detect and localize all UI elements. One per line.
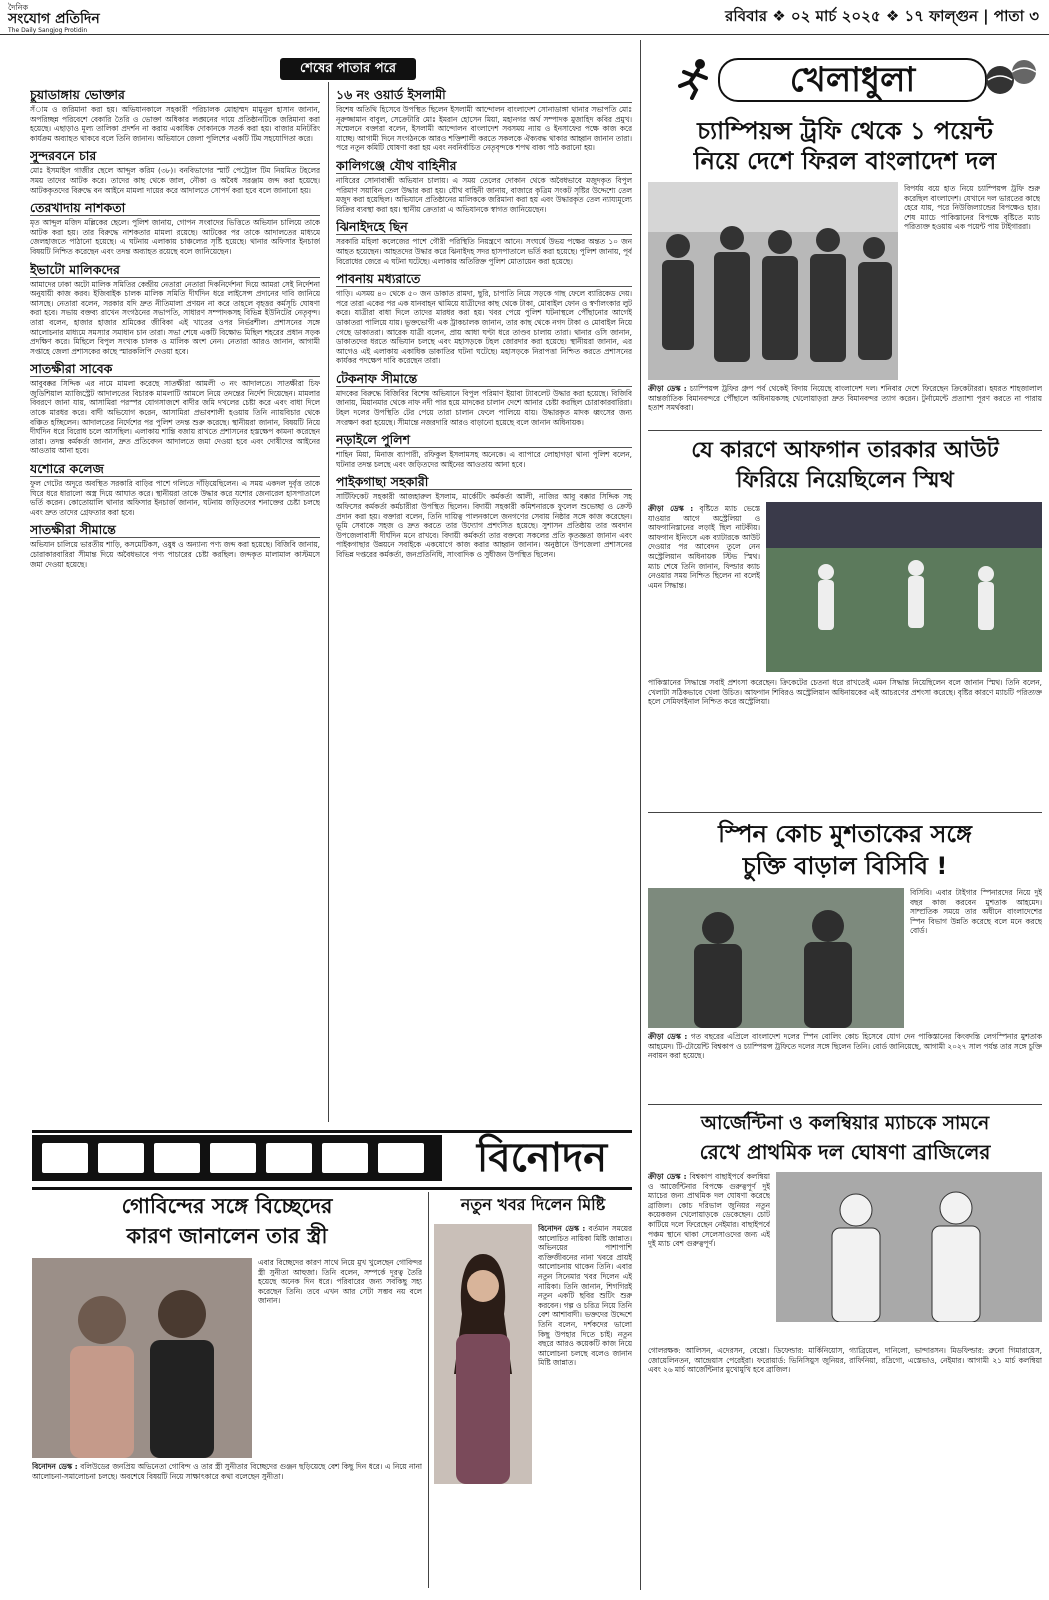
article-divider xyxy=(648,1104,1042,1105)
team-arrival-photo xyxy=(648,182,898,380)
story-body: আমাদের ঢাকা অটো মালিক সমিতির কেন্দ্রীয় নেতারা নেতারা দিকনির্দেশনা দিয়ে আমরা সেই নির্দেশনা অনুযায়ী কাজ করব। ইজিবাইক চালক মালিক সমিতি দীর্ঘদিন ধরে লাইসেন্স প্রদানের দাবি জানিয়ে আসছে। নেতারা বলেন, সরকার যদি দ্রুত নীতিমালা প্রণয়ন না করে তাহলে বৃহত্তর কর্মসূচি ঘোষণা করা হবে। সভায় বক্তব্য রাখেন সংগঠনের সভাপতি, সাধারণ সম্পাদকসহ বিভিন্ন ইউনিটের নেতৃবৃন্দ। তারা বলেন, হাজার হাজার শ্রমিকের জীবিকা এই খাতের ওপর নির্ভরশীল। প্রশাসনের সঙ্গে আলোচনার মাধ্যমে সমস্যার সমাধান চান তারা। সভা শেষে একটি বিক্ষোভ মিছিল শহরের প্রধান সড়ক প্রদক্ষিণ করে। মিছিলে বিপুল সংখ্যক চালক ও মালিক অংশ নেন। নেতারা আরও জানান, আগামী সপ্তাহে জেলা প্রশাসকের কাছে স্মারকলিপি দেওয়া হবে। xyxy=(30,279,320,356)
story-body: সার্টিফিকেট সহকারী আজহারুল ইসলাম, মার্কেটিং কর্মকর্তা আলী, নাজির আবু বক্কার সিদ্দিক সহ অফিসের কর্মকর্তা কর্মচারীরা উপস্থিত ছিলেন। বিদায়ী সহকারী কমিশনারকে ফুলেল শুভেচ্ছা ও ক্রেস্ট প্রদান করা হয়। বক্তারা বলেন, তিনি দায়িত্ব পালনকালে জনগণের সেবায় নিষ্ঠার সঙ্গে কাজ করেছেন। ভূমি সেবাকে সহজ ও দ্রুত করতে তার উদ্যোগ প্রশংসিত হয়েছে। সুশাসন প্রতিষ্ঠায় তার অবদান উপজেলাবাসী দীর্ঘদিন মনে রাখবে। বিদায়ী কর্মকর্তা তার বক্তব্যে সকলের প্রতি কৃতজ্ঞতা জানান এবং পাইকগাছার উন্নয়নে সবাইকে একযোগে কাজ করার আহ্বান জানান। অনুষ্ঠানে উপজেলা প্রশাসনের বিভিন্ন দপ্তরের কর্মকর্তা, জনপ্রতিনিধি, সাংবাদিক ও সুধীজন উপস্থিত ছিলেন। xyxy=(336,492,632,559)
story-title: সাতক্ষীরা সীমান্তে xyxy=(30,523,320,538)
story-body: মাদকের বিরুদ্ধে বিজিবির বিশেষ অভিযানে বিপুল পরিমাণ ইয়াবা ট্যাবলেট উদ্ধার করা হয়েছে। বিজিবি জানায়, মিয়ানমার থেকে নাফ নদী পার হয়ে মাদকের চালান দেশে আনার চেষ্টা করছিল চোরাকারবারিরা। টহল দলের উপস্থিতি টের পেয়ে তারা চালান ফেলে পালিয়ে যায়। উদ্ধারকৃত মাদক ধ্বংসের জন্য সংরক্ষণ করা হয়েছে। সীমান্তে নজরদারি আরও বাড়ানো হয়েছে বলে জানান অধিনায়ক। xyxy=(336,388,632,427)
story-title: নড়াইলে পুলিশ xyxy=(336,433,632,448)
headline: নতুন খবর দিলেন মিষ্টি xyxy=(460,1195,606,1214)
story-title: যশোরে কলেজ xyxy=(30,462,320,477)
byline: বিনোদন ডেস্ক : xyxy=(32,1462,78,1471)
headline: আর্জেন্টিনা ও কলম্বিয়ার ম্যাচকে সামনে xyxy=(700,1113,990,1134)
article-body: গত বছরের এপ্রিলে বাংলাদেশ দলের স্পিন বোলিং কোচ হিসেবে যোগ দেন পাকিস্তানের কিংবদন্তি লেগস্পিনার মুশতাক আহমেদ। টি-টোয়েন্টি বিশ্বকাপ ও চ্যাম্পিয়ন্স ট্রফিতে দলের সঙ্গে ছিলেন তিনি। বোর্ড জানিয়েছে, আগামী ২০২৭ সাল পর্যন্ত তার সঙ্গে চুক্তি নবায়ন করা হয়েছে। xyxy=(648,1032,1042,1061)
column-divider xyxy=(428,1192,429,1588)
headline: কারণ জানালেন তার স্ত্রী xyxy=(126,1224,328,1248)
story-title: কালিগঞ্জে যৌথ বাহিনীর xyxy=(336,159,632,174)
dateline: রবিবার ❖ ০২ মার্চ ২০২৫ ❖ ১৭ ফাল্গুন | পাতা ৩ xyxy=(725,7,1039,25)
runner-icon xyxy=(672,56,716,100)
section-divider xyxy=(640,40,641,1590)
sports-section-title xyxy=(672,50,1040,110)
article-text xyxy=(648,384,1042,424)
story-title: পাইকগাছা সহকারী xyxy=(336,475,632,490)
article-text xyxy=(538,1224,632,1588)
article-divider xyxy=(648,430,1042,431)
headline: নিয়ে দেশে ফিরল বাংলাদেশ দল xyxy=(693,147,997,175)
football-players-photo xyxy=(776,1172,1042,1322)
story-body: ফুল গেটের অদূরে অবস্থিত সরকারি বাড়ির পাশে গলিতে দাঁড়িয়েছিলেন। এ সময় একদল দুর্বৃত্ত তাকে ঘিরে ধরে ধারালো অস্ত্র দিয়ে আঘাত করে। স্থানীয়রা তাকে উদ্ধার করে যশোর জেনারেল হাসপাতালে ভর্তি করেন। কোতোয়ালি থানার অফিসার ইনচার্জ জানান, ঘটনায় জড়িতদের শনাক্তের চেষ্টা চলছে এবং দ্রুত তাদের গ্রেফতার করা হবে। xyxy=(30,479,320,517)
article-body: বর্তমান সময়ের আলোচিত নায়িকা মিষ্টি জান্নাত। অভিনয়ের পাশাপাশি ব্যক্তিজীবনের নানা খবরে প্রায়ই আলোচনায় থাকেন তিনি। এবার নতুন সিনেমার খবর দিলেন এই নায়িকা। তিনি জানান, শিগগিরই নতুন একটি ছবির শুটিং শুরু করবেন। গল্প ও চরিত্র নিয়ে তিনি বেশ আশাবাদী। ভক্তদের উদ্দেশে তিনি বলেন, দর্শকদের ভালো কিছু উপহার দিতে চাই। নতুন বছরে আরও কয়েকটি কাজ নিয়ে আলোচনা চলছে বলেও জানান মিষ্টি জান্নাত। xyxy=(538,1224,632,1368)
story-body: নাযিরের সোনাবান্ধী অভিযান চালায়। এ সময় তেলের দোকান থেকে অবৈধভাবে মজুদকৃত বিপুল পরিমাণ সয়াবিন তেল উদ্ধার করা হয়। যৌথ বাহিনী জানায়, বাজারে কৃত্রিম সংকট সৃষ্টির উদ্দেশ্যে তেল মজুদ করা হয়েছিল। অভিযানে প্রতিষ্ঠানের মালিককে জরিমানা করা হয় এবং উদ্ধারকৃত তেল ন্যায্যমূল্যে বিক্রির ব্যবস্থা করা হয়। স্থানীয় ক্রেতারা এ অভিযানকে স্বাগত জানিয়েছেন। xyxy=(336,175,632,214)
article-body: চ্যাম্পিয়ন্স ট্রফির গ্রুপ পর্ব থেকেই বিদায় নিয়েছে বাংলাদেশ দল। শনিবার দেশে ফিরেছেন ক্রিকেটাররা। হযরত শাহজালাল আন্তর্জাতিক বিমানবন্দরে পৌঁছালে অধিনায়কসহ খেলোয়াড়রা দ্রুত বিমানবন্দর ত্যাগ করেন। টুর্নামেন্টে প্রত্যাশা পূরণ করতে না পারায় হতাশ সমর্থকরা। xyxy=(648,384,1042,413)
film-strip-graphic xyxy=(32,1135,442,1181)
article-text: বিপর্যয় বয়ে হাত নিয়ে চ্যাম্পিয়ন্স ট্রফি শুরু করেছিল বাংলাদেশ। যেখানে দল ভারতের কাছে হেরে যায়, পরে নিউজিল্যান্ডের বিপক্ষেও হার। শেষ ম্যাচে পাকিস্তানের বিপক্ষে বৃষ্টিতে ম্যাচ পরিত্যক্ত হওয়ায় এক পয়েন্ট পায় টাইগাররা। xyxy=(904,184,1040,232)
story-body: শাহিন মিয়া, মিনাজ ব্যাপারী, রফিকুল ইসলামসহ অনেকে। এ ব্যাপারে লোহাগড়া থানা পুলিশ বলেন, ঘটনার তদন্ত চলছে এবং জড়িতদের আইনের আওতায় আনা হবে। xyxy=(336,450,632,469)
story-body: আবুবক্কর সিদ্দিক এর নামে মামলা করেছে সাতক্ষীরা আমলী ৩ নং আদালতে। সাতক্ষীরা চিফ জুডিশিয়াল ম্যাজিস্ট্রেট আদালতের বিচারক মামলাটি আমলে নিয়ে তদন্তের নির্দেশ দিয়েছেন। মামলার বিবরণে জানা যায়, আসামিরা পরস্পর যোগসাজশে বাদীর জমি দখলের চেষ্টা করে এবং বাধা দিলে তাকে মারধর করে। বাদী অভিযোগ করেন, আসামিরা প্রভাবশালী হওয়ায় তিনি ন্যায়বিচার থেকে বঞ্চিত হচ্ছিলেন। আদালতের নির্দেশের পর পুলিশ তদন্ত শুরু করেছে। স্থানীয়রা জানান, বিষয়টি নিয়ে দীর্ঘদিন ধরে বিরোধ চলে আসছিল। এলাকায় শান্তি বজায় রাখতে প্রশাসনের হস্তক্ষেপ কামনা করেছেন তারা। তদন্ত কর্মকর্তা জানান, দ্রুত প্রতিবেদন আদালতে জমা দেওয়া হবে এবং দোষীদের আইনের আওতায় আনা হবে। xyxy=(30,379,320,456)
byline: ক্রীড়া ডেস্ক : xyxy=(648,1032,688,1041)
logo-top: দৈনিক xyxy=(8,3,29,12)
article-divider xyxy=(648,812,1042,813)
article-text: এবার বিচ্ছেদের কারণ সাথে নিয়ে মুখ খুলেছেন গোবিন্দর স্ত্রী সুনীতা আহুজা। তিনি বলেন, সম্পর্কে দূরত্ব তৈরি হয়েছে অনেক দিন ধরে। পরিবারের জন্য সবকিছু সহ্য করেছেন তিনি। তবে এখন আর সেটা সম্ভব নয় বলে জানান। xyxy=(258,1258,422,1306)
left-column xyxy=(30,82,320,1122)
logo-main: সংযোগ প্রতিদিন xyxy=(8,11,100,27)
entertainment-band xyxy=(32,1130,632,1190)
sports-title-text: খেলাধুলা xyxy=(718,58,987,102)
story-body: মৃত আব্দুল মজিদ মল্লিকের ছেলে। পুলিশ জানায়, গোপন সংবাদের ভিত্তিতে অভিযান চালিয়ে তাকে আটক করা হয়। তার বিরুদ্ধে নাশকতার মামলা রয়েছে। আটকের পর তাকে আদালতের মাধ্যমে জেলহাজতে পাঠানো হয়েছে। এ ঘটনায় এলাকায় চাঞ্চল্যের সৃষ্টি হয়েছে। থানার অফিসার ইনচার্জ বিষয়টি নিশ্চিত করেছেন এবং তদন্ত অব্যাহত রয়েছে বলে জানিয়েছেন। xyxy=(30,218,320,256)
story-body: গাড়ি। এসময় ৪০ থেকে ৫০ জন ডাকাত রামদা, ছুরি, চাপাতি নিয়ে সড়কে গাছ ফেলে ব্যারিকেড দেয়। পরে তারা একের পর এক যানবাহন থামিয়ে যাত্রীদের কাছ থেকে টাকা, মোবাইল ফোন ও স্বর্ণালংকার লুট করে। যাত্রীরা বাধা দিলে তাদের মারধর করা হয়। খবর পেয়ে পুলিশ ঘটনাস্থলে পৌঁছানোর আগেই ডাকাতরা পালিয়ে যায়। ভুক্তভোগী এক ট্রাকচালক জানান, তার কাছ থেকে নগদ টাকা ও মোবাইল নিয়ে গেছে ডাকাতরা। আরেক যাত্রী বলেন, প্রায় আধা ঘণ্টা ধরে তাণ্ডব চালায় তারা। থানার ওসি জানান, ডাকাতদের ধরতে অভিযান চলছে এবং মহাসড়কে টহল জোরদার করা হয়েছে। স্থানীয়রা জানান, এর আগেও এই এলাকায় একাধিক ডাকাতির ঘটনা ঘটেছে। মহাসড়কে নিরাপত্তা নিশ্চিত করতে প্রশাসনের কার্যকর পদক্ষেপ দাবি করেছেন তারা। xyxy=(336,289,632,366)
headline: যে কারণে আফগান তারকার আউট xyxy=(691,438,999,463)
article-body: বলিউডের জনপ্রিয় অভিনেতা গোবিন্দ ও তার স্ত্রী সুনীতার বিচ্ছেদের গুঞ্জন ছড়িয়েছে বেশ কিছু দিন ধরে। এ নিয়ে নানা আলোচনা-সমালোচনা চলছে। অবশেষে বিষয়টি নিয়ে সাক্ষাৎকারে কথা বলেছেন সুনীতা। xyxy=(32,1462,422,1481)
story-body: বিশেষ অতিথি হিসেবে উপস্থিত ছিলেন ইসলামী আন্দোলন বাংলাদেশ সোনাডাঙ্গা থানার সভাপতি মোঃ নূরুজ্জামান বাবুল, সেক্রেটারি মোঃ ইমরান হোসেন মিয়া, মহানগর অর্থ সম্পাদক মুজাহিদ কবির প্রমুখ। সম্মেলনে বক্তারা বলেন, ইসলামী আন্দোলন বাংলাদেশ সবসময় ন্যায় ও ইনসাফের পক্ষে কাজ করে যাচ্ছে। আগামী দিনে সংগঠনকে আরও শক্তিশালী করতে সকলকে ঐক্যবদ্ধ থাকার আহ্বান জানান তারা। পরে নতুন কমিটি ঘোষণা করা হয় এবং নবনির্বাচিত নেতৃবৃন্দকে শপথ বাক্য পাঠ করানো হয়। xyxy=(336,105,632,153)
story-title: পাবনায় মধ্যরাতে xyxy=(336,272,632,287)
byline: ক্রীড়া ডেস্ক : xyxy=(648,1172,687,1181)
column-divider xyxy=(328,82,329,1122)
story-body: সঁাম ও জরিমানা করা হয়। অভিযানকালে সহকারী পরিচালক মোহাম্মদ মামুনুল হাসান জানান, অপরিচ্ছন্ন পরিবেশে বেকারি তৈরি ও ভোক্তা অধিকার লঙ্ঘনের দায়ে প্রতিষ্ঠানটিকে জরিমানা করা হয়েছে। এছাড়াও মূল্য তালিকা প্রদর্শন না করায় একাধিক দোকানকে সতর্ক করা হয়। বাজার মনিটরিং কার্যক্রম অব্যাহত থাকবে বলে তিনি জানান। অভিযানে জেলা পুলিশের একটি টিম সহযোগিতা করে। xyxy=(30,105,320,143)
story-title: তেরখাদায় নাশকতা xyxy=(30,201,320,216)
headline: চ্যাম্পিয়ন্স ট্রফি থেকে ১ পয়েন্ট xyxy=(697,117,993,145)
newspaper-logo xyxy=(8,3,178,34)
story-title: ঝিনাইদহে ছিন xyxy=(336,220,632,235)
article-body: পাকিস্তানের সিদ্ধান্তে সবাই প্রশংসা করেছেন। ক্রিকেটের চেতনা ধরে রাখতেই এমন সিদ্ধান্ত নিয়েছিলেন বলে জানান স্মিথ। তিনি বলেন, খেলাটা সঠিকভাবে খেলা উচিত। আফগান শিবিরও অস্ট্রেলিয়ান অধিনায়কের এই আচরণের প্রশংসা করেছে। বৃষ্টির কারণে ম্যাচটি পরিত্যক্ত হলে সেমিফাইনাল নিশ্চিত করে অস্ট্রেলিয়া। xyxy=(648,678,1042,707)
headline: চুক্তি বাড়াল বিসিবি ! xyxy=(742,852,948,880)
cricket-match-photo xyxy=(766,502,1042,672)
article-text xyxy=(648,1032,1042,1100)
continued-band: শেষের পাতার পরে xyxy=(280,58,416,80)
byline: ক্রীড়া ডেস্ক : xyxy=(648,384,687,393)
article-body: বৃষ্টিতে ম্যাচ ভেস্তে যাওয়ার আগে অস্ট্রেলিয়া ও আফগানিস্তানের লড়াই ছিল নাটকীয়। আফগান ইনিংসে এক ব্যাটারকে আউট দেওয়ার পর আবেদন তুলে নেন অস্ট্রেলিয়ান অধিনায়ক স্টিভ স্মিথ। ম্যাচ শেষে তিনি জানান, ফিল্ডার ক্যাচ নেওয়ার সময় নিশ্চিত ছিলেন না বলেই এমন সিদ্ধান্ত। xyxy=(648,504,760,590)
actress-photo xyxy=(434,1224,532,1484)
story-title: চুয়াডাঙ্গায় ভোক্তার xyxy=(30,88,320,103)
byline: বিনোদন ডেস্ক : xyxy=(538,1224,586,1233)
sports-balls-icon xyxy=(984,58,1040,98)
story-title: ১৬ নং ওয়ার্ড ইসলামী xyxy=(336,88,632,103)
story-body: অভিযান চালিয়ে ভারতীয় শাড়ি, কসমেটিকস, ওষুধ ও অন্যান্য পণ্য জব্দ করা হয়েছে। বিজিবি জানায়, চোরাকারবারিরা সীমান্ত দিয়ে অবৈধভাবে পণ্য পাচারের চেষ্টা করছিল। জব্দকৃত মালামাল কাস্টমসে জমা দেওয়া হয়েছে। xyxy=(30,540,320,569)
story-title: সুন্দরবনে চার xyxy=(30,149,320,164)
article-text xyxy=(648,1172,770,1342)
coach-photo xyxy=(648,888,904,1028)
article-text xyxy=(648,504,760,674)
couple-photo xyxy=(32,1258,252,1458)
headline: গোবিন্দের সঙ্গে বিচ্ছেদের xyxy=(121,1194,333,1218)
headline: ফিরিয়ে নিয়েছিলেন স্মিথ xyxy=(736,468,954,493)
story-title: সাতক্ষীরা সাবেক xyxy=(30,362,320,377)
story-title: ইভাটো মালিকদের xyxy=(30,263,320,278)
headline: স্পিন কোচ মুশতাকের সঙ্গে xyxy=(718,820,972,848)
article-text: বিসিবি। এবার টাইগার স্পিনারদের নিয়ে দুই বছর কাজ করবেন মুশতাক আহমেদ। সাম্প্রতিক সময়ে তার অধীনে বাংলাদেশের স্পিন বিভাগ উন্নতি করেছে বলে মনে করছে বোর্ড। xyxy=(910,888,1042,936)
masthead xyxy=(0,0,1049,35)
entertainment-title: বিনোদন xyxy=(476,1135,608,1181)
story-body: সরকারি মহিলা কলেজের পাশে গৌরী পরিস্থিতি নিয়ন্ত্রণে আনে। সংঘর্ষে উভয় পক্ষের অন্তত ১০ জন আহত হয়েছেন। আহতদের উদ্ধার করে ঝিনাইদহ সদর হাসপাতালে ভর্তি করা হয়েছে। পুলিশ জানায়, পূর্ব বিরোধের জেরে এ ঘটনা ঘটেছে। এলাকায় অতিরিক্ত পুলিশ মোতায়েন করা হয়েছে। xyxy=(336,237,632,266)
article-body: বিশ্বকাপ বাছাইপর্বে কলম্বিয়া ও আর্জেন্টিনার বিপক্ষে গুরুত্বপূর্ণ দুই ম্যাচের জন্য প্রাথমিক দল ঘোষণা করেছে ব্রাজিল। কোচ দরিভাল জুনিয়র নতুন কয়েকজন খেলোয়াড়কে ডেকেছেন। চোট কাটিয়ে দলে ফিরেছেন নেইমার। বাছাইপর্বে পঞ্চম স্থানে থাকা সেলেসাওদের জন্য এই দুই ম্যাচ বেশ গুরুত্বপূর্ণ। xyxy=(648,1172,770,1249)
story-title: টেকনাফ সীমান্তে xyxy=(336,372,632,387)
story-body: মোঃ ইসমাইল গাজীর ছেলে আব্দুল করিম (৩৮)। বনবিভাগের স্মার্ট পেট্রোল টিম নিয়মিত টহলের সময় তাদের আটক করে। তাদের কাছ থেকে জাল, নৌকা ও অবৈধ সরঞ্জাম জব্দ করা হয়েছে। আটককৃতদের বিরুদ্ধে বন আইনে মামলা দায়ের করে আদালতে সোপর্দ করা হবে বলে জানানো হয়। xyxy=(30,166,320,195)
article-body: গোলরক্ষক: আলিসন, এদেরসন, বেন্তো। ডিফেন্ডার: মার্কিনিয়োস, গ্যাব্রিয়েল, দানিলো, ভান্দারসন। মিডফিল্ডার: ব্রুনো গিমারায়েস, জোয়েলিনতন, আন্দ্রেয়াস পেরেইরা। ফরোয়ার্ড: ভিনিসিয়ুস জুনিয়র, রাফিনিয়া, রদ্রিগো, এস্তেভাও, নেইমার। আগামী ২১ মার্চ কলম্বিয়া এবং ২৬ মার্চ আর্জেন্টিনার মুখোমুখি হবে ব্রাজিল। xyxy=(648,1346,1042,1375)
byline: ক্রীড়া ডেস্ক : xyxy=(648,504,694,513)
middle-column xyxy=(336,82,632,1122)
logo-sub: The Daily Sangjog Protidin xyxy=(8,27,88,34)
article-text xyxy=(32,1462,422,1588)
headline: রেখে প্রাথমিক দল ঘোষণা ব্রাজিলের xyxy=(699,1140,991,1164)
